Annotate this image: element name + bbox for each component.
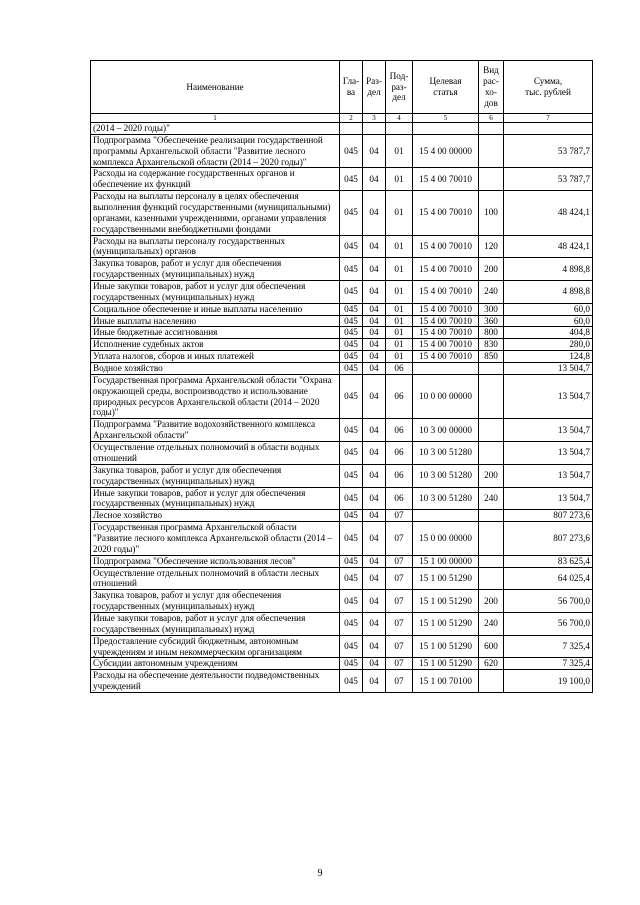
row-section-cell: 04 [363,235,386,258]
row-type-cell: 200 [479,590,504,613]
row-name-cell: Иные закупки товаров, работ и услуг для обеспечения государственных (муниципальных) нужд [91,281,340,304]
row-section-cell: 04 [363,339,386,351]
row-sum-cell: 60,0 [504,315,593,327]
row-sum-cell: 53 787,7 [504,134,593,168]
row-name-cell: Иные бюджетные ассигнования [91,327,340,339]
row-sum-cell: 807 273,6 [504,510,593,522]
row-section-cell: 04 [363,315,386,327]
row-subsection-cell: 01 [386,327,413,339]
row-type-cell [479,134,504,168]
row-chapter-cell: 045 [340,555,363,567]
header-sum: Сумма, тыс. рублей [504,61,593,114]
row-chapter-cell: 045 [340,315,363,327]
row-target-cell: 15 1 00 51290 [413,612,479,635]
row-section-cell: 04 [363,522,386,556]
row-section-cell: 04 [363,281,386,304]
row-target-cell: 10 3 00 51280 [413,487,479,510]
row-subsection-cell: 01 [386,351,413,363]
row-section-cell: 04 [363,464,386,487]
row-target-cell: 15 4 00 70010 [413,315,479,327]
row-type-cell: 300 [479,303,504,315]
table-header-row [91,61,593,114]
row-section-cell: 04 [363,168,386,191]
row-type-cell [479,522,504,556]
row-type-cell [479,670,504,693]
row-sum-cell [504,123,593,135]
row-name-cell: Осуществление отдельных полномочий в области водных отношений [91,442,340,465]
row-subsection-cell: 06 [386,374,413,418]
table-row [91,567,593,590]
row-name-cell: Расходы на обеспечение деятельности подведомственных учреждений [91,670,340,693]
row-type-cell: 100 [479,191,504,235]
table-row [91,327,593,339]
row-type-cell: 200 [479,258,504,281]
row-name-cell: Социальное обеспечение и иные выплаты населению [91,303,340,315]
row-type-cell: 240 [479,612,504,635]
row-name-cell: Закупка товаров, работ и услуг для обеспечения государственных (муниципальных) нужд [91,464,340,487]
row-subsection-cell: 07 [386,670,413,693]
table-row [91,303,593,315]
row-name-cell: (2014 – 2020 годы)" [91,123,340,135]
row-chapter-cell: 045 [340,374,363,418]
budget-table [90,60,593,693]
header-name: Наименование [91,61,340,114]
row-name-cell: Осуществление отдельных полномочий в области лесных отношений [91,567,340,590]
column-number: 7 [504,114,593,123]
row-name-cell: Предоставление субсидий бюджетным, автономным учреждениям и иным некоммерческим организациям [91,635,340,658]
row-type-cell: 850 [479,351,504,363]
row-sum-cell: 19 100,0 [504,670,593,693]
table-row [91,168,593,191]
table-row [91,374,593,418]
row-type-cell [479,442,504,465]
row-name-cell: Субсидии автономным учреждениям [91,658,340,670]
column-number: 3 [363,114,386,123]
row-target-cell: 15 1 00 51290 [413,635,479,658]
row-chapter-cell: 045 [340,351,363,363]
column-number: 2 [340,114,363,123]
row-sum-cell: 404,8 [504,327,593,339]
table-row [91,258,593,281]
row-type-cell [479,419,504,442]
row-section-cell: 04 [363,670,386,693]
row-chapter-cell: 045 [340,510,363,522]
row-subsection-cell: 07 [386,658,413,670]
row-sum-cell: 13 504,7 [504,487,593,510]
row-section-cell: 04 [363,590,386,613]
row-chapter-cell: 045 [340,134,363,168]
row-section-cell: 04 [363,374,386,418]
header-type: Вид рас- хо- дов [479,61,504,114]
row-section-cell: 04 [363,191,386,235]
row-subsection-cell: 07 [386,510,413,522]
row-sum-cell: 56 700,0 [504,612,593,635]
row-section-cell: 04 [363,612,386,635]
row-name-cell: Закупка товаров, работ и услуг для обеспечения государственных (муниципальных) нужд [91,590,340,613]
row-subsection-cell: 07 [386,555,413,567]
row-subsection-cell: 01 [386,258,413,281]
row-sum-cell: 13 504,7 [504,363,593,375]
row-sum-cell: 4 898,8 [504,258,593,281]
row-subsection-cell: 01 [386,191,413,235]
row-target-cell: 15 4 00 70010 [413,235,479,258]
row-chapter-cell [340,123,363,135]
row-sum-cell: 48 424,1 [504,191,593,235]
header-section: Раз- дел [363,61,386,114]
page-number: 9 [317,868,323,879]
row-name-cell: Расходы на содержание государственных органов и обеспечение их функций [91,168,340,191]
row-name-cell: Государственная программа Архангельской области "Охрана окружающей среды, воспроизводство и использование природных ресурсов Архангельской области (2014 – 2020 годы)" [91,374,340,418]
row-name-cell: Иные выплаты населению [91,315,340,327]
row-sum-cell: 56 700,0 [504,590,593,613]
row-target-cell: 15 4 00 70010 [413,303,479,315]
row-chapter-cell: 045 [340,327,363,339]
row-type-cell: 360 [479,315,504,327]
table-row [91,612,593,635]
row-chapter-cell: 045 [340,281,363,304]
row-target-cell: 15 4 00 70010 [413,168,479,191]
row-section-cell: 04 [363,134,386,168]
row-section-cell: 04 [363,635,386,658]
row-sum-cell: 280,0 [504,339,593,351]
row-section-cell: 04 [363,442,386,465]
row-section-cell: 04 [363,658,386,670]
row-chapter-cell: 045 [340,339,363,351]
table-row [91,315,593,327]
row-name-cell: Лесное хозяйство [91,510,340,522]
row-target-cell: 10 0 00 00000 [413,374,479,418]
row-chapter-cell: 045 [340,612,363,635]
table-row [91,339,593,351]
table-row [91,351,593,363]
row-name-cell: Исполнение судебных актов [91,339,340,351]
row-section-cell: 04 [363,303,386,315]
row-section-cell [363,123,386,135]
row-target-cell: 15 4 00 70010 [413,281,479,304]
row-subsection-cell: 01 [386,281,413,304]
row-sum-cell: 124,8 [504,351,593,363]
row-name-cell: Расходы на выплаты персоналу в целях обеспечения выполнения функций государственными (муниципальными) органами, казенными учреждениями, органами управления государственными внебюджетными фондами [91,191,340,235]
row-subsection-cell: 01 [386,315,413,327]
row-target-cell: 15 1 00 00000 [413,555,479,567]
row-section-cell: 04 [363,327,386,339]
row-subsection-cell: 01 [386,168,413,191]
row-type-cell: 120 [479,235,504,258]
row-section-cell: 04 [363,487,386,510]
row-chapter-cell: 045 [340,635,363,658]
row-chapter-cell: 045 [340,567,363,590]
table-row [91,123,593,135]
row-chapter-cell: 045 [340,658,363,670]
table-row [91,590,593,613]
row-name-cell: Закупка товаров, работ и услуг для обеспечения государственных (муниципальных) нужд [91,258,340,281]
table-body [91,123,593,693]
table-row [91,464,593,487]
row-subsection-cell: 07 [386,612,413,635]
row-chapter-cell: 045 [340,168,363,191]
row-type-cell: 240 [479,281,504,304]
table-row [91,658,593,670]
row-type-cell [479,567,504,590]
row-chapter-cell: 045 [340,670,363,693]
row-subsection-cell: 07 [386,522,413,556]
row-subsection-cell: 06 [386,464,413,487]
row-chapter-cell: 045 [340,235,363,258]
column-number: 6 [479,114,504,123]
row-sum-cell: 60,0 [504,303,593,315]
row-subsection-cell: 06 [386,442,413,465]
row-target-cell: 15 1 00 51290 [413,590,479,613]
row-target-cell: 15 4 00 70010 [413,191,479,235]
row-type-cell: 830 [479,339,504,351]
row-target-cell: 15 4 00 70010 [413,327,479,339]
row-sum-cell: 807 273,6 [504,522,593,556]
row-sum-cell: 48 424,1 [504,235,593,258]
row-subsection-cell: 07 [386,635,413,658]
row-section-cell: 04 [363,555,386,567]
row-type-cell [479,555,504,567]
table-row [91,522,593,556]
row-sum-cell: 64 025,4 [504,567,593,590]
column-number: 1 [91,114,340,123]
row-type-cell: 800 [479,327,504,339]
row-sum-cell: 53 787,7 [504,168,593,191]
row-name-cell: Подпрограмма "Обеспечение реализации государственной программы Архангельской области "Развитие лесного комплекса Архангельской области (2014 – 2020 годы)" [91,134,340,168]
row-target-cell [413,510,479,522]
row-target-cell: 10 3 00 00000 [413,419,479,442]
row-chapter-cell: 045 [340,487,363,510]
table-row [91,635,593,658]
row-chapter-cell: 045 [340,303,363,315]
row-name-cell: Иные закупки товаров, работ и услуг для обеспечения государственных (муниципальных) нужд [91,612,340,635]
row-sum-cell: 7 325,4 [504,658,593,670]
row-subsection-cell: 07 [386,590,413,613]
row-sum-cell: 4 898,8 [504,281,593,304]
row-type-cell: 600 [479,635,504,658]
table-row [91,363,593,375]
row-subsection-cell: 06 [386,363,413,375]
row-type-cell [479,363,504,375]
row-section-cell: 04 [363,419,386,442]
row-chapter-cell: 045 [340,590,363,613]
header-target: Целевая статья [413,61,479,114]
row-section-cell: 04 [363,567,386,590]
row-target-cell: 15 4 00 70010 [413,351,479,363]
row-type-cell [479,168,504,191]
row-target-cell: 15 4 00 70010 [413,339,479,351]
row-subsection-cell: 01 [386,134,413,168]
header-subsection: Под- раз- дел [386,61,413,114]
table-row [91,442,593,465]
row-type-cell: 240 [479,487,504,510]
row-type-cell: 620 [479,658,504,670]
row-chapter-cell: 045 [340,442,363,465]
table-row [91,510,593,522]
row-sum-cell: 13 504,7 [504,374,593,418]
table-row [91,419,593,442]
row-target-cell: 15 1 00 51290 [413,658,479,670]
table-row [91,670,593,693]
table-row [91,555,593,567]
row-type-cell [479,374,504,418]
row-name-cell: Расходы на выплаты персоналу государственных (муниципальных) органов [91,235,340,258]
row-target-cell: 10 3 00 51280 [413,442,479,465]
row-target-cell: 10 3 00 51280 [413,464,479,487]
row-section-cell: 04 [363,351,386,363]
row-name-cell: Государственная программа Архангельской области "Развитие лесного комплекса Архангельской области (2014 – 2020 годы)" [91,522,340,556]
row-target-cell: 15 1 00 51290 [413,567,479,590]
row-section-cell: 04 [363,258,386,281]
row-section-cell: 04 [363,510,386,522]
row-subsection-cell: 01 [386,235,413,258]
row-chapter-cell: 045 [340,464,363,487]
row-subsection-cell: 01 [386,339,413,351]
row-name-cell: Водное хозяйство [91,363,340,375]
row-subsection-cell: 06 [386,487,413,510]
table-row [91,487,593,510]
row-subsection-cell: 06 [386,419,413,442]
row-chapter-cell: 045 [340,363,363,375]
row-sum-cell: 13 504,7 [504,464,593,487]
row-target-cell: 15 1 00 70100 [413,670,479,693]
table-row [91,134,593,168]
column-numbers-row [91,114,593,123]
document-page [90,60,592,693]
table-row [91,235,593,258]
table-row [91,191,593,235]
row-target-cell: 15 4 00 70010 [413,258,479,281]
row-type-cell [479,510,504,522]
row-target-cell: 15 4 00 00000 [413,134,479,168]
row-name-cell: Уплата налогов, сборов и иных платежей [91,351,340,363]
row-target-cell [413,363,479,375]
row-chapter-cell: 045 [340,522,363,556]
row-target-cell [413,123,479,135]
column-number: 5 [413,114,479,123]
row-name-cell: Подпрограмма "Развитие водохозяйственного комплекса Архангельской области" [91,419,340,442]
row-sum-cell: 13 504,7 [504,419,593,442]
row-name-cell: Иные закупки товаров, работ и услуг для обеспечения государственных (муниципальных) нужд [91,487,340,510]
row-subsection-cell: 07 [386,567,413,590]
header-chapter: Гла- ва [340,61,363,114]
table-row [91,281,593,304]
row-name-cell: Подпрограмма "Обеспечение использования лесов" [91,555,340,567]
row-sum-cell: 83 625,4 [504,555,593,567]
column-number: 4 [386,114,413,123]
row-chapter-cell: 045 [340,258,363,281]
row-sum-cell: 13 504,7 [504,442,593,465]
row-section-cell: 04 [363,363,386,375]
row-chapter-cell: 045 [340,419,363,442]
row-target-cell: 15 0 00 00000 [413,522,479,556]
row-subsection-cell [386,123,413,135]
row-type-cell: 200 [479,464,504,487]
row-chapter-cell: 045 [340,191,363,235]
row-type-cell [479,123,504,135]
row-subsection-cell: 01 [386,303,413,315]
row-sum-cell: 7 325,4 [504,635,593,658]
